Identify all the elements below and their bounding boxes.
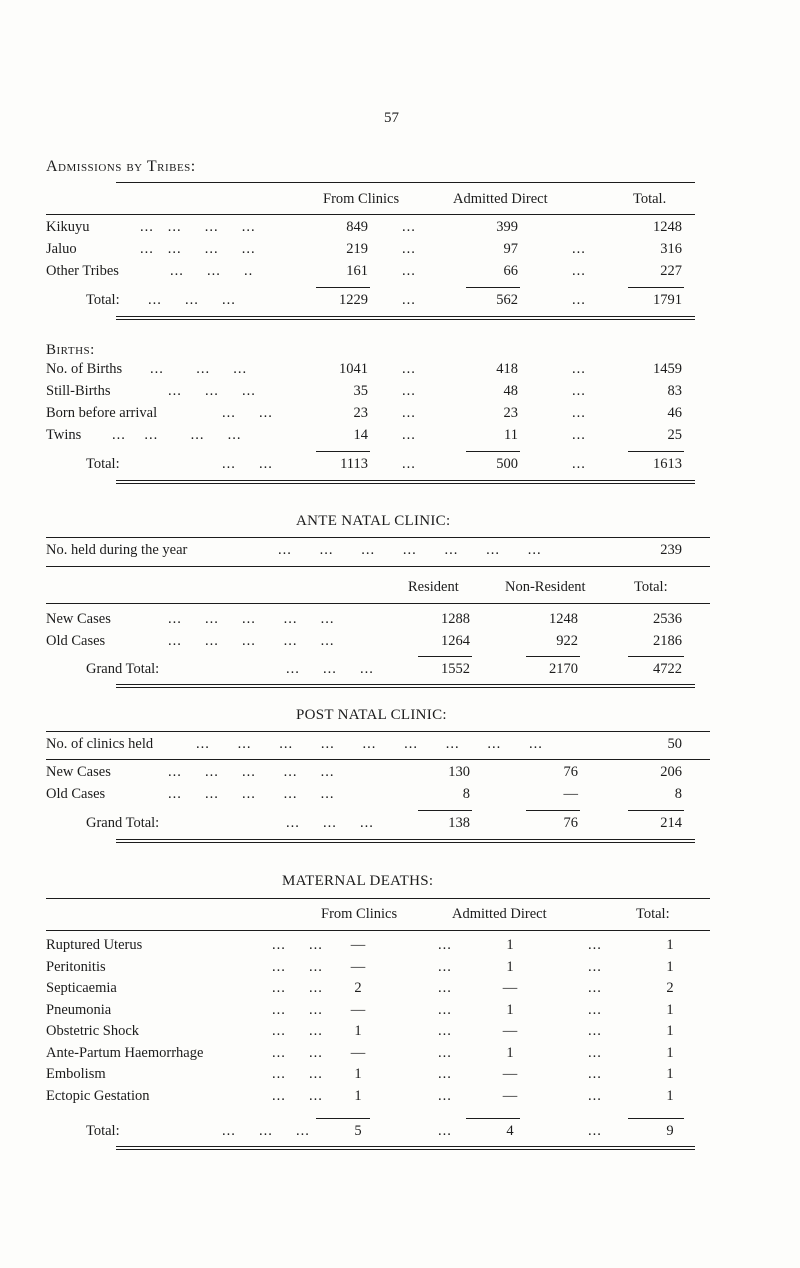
held-label: No. of clinics held — [46, 736, 154, 752]
cell-admitted-direct: 97 — [503, 241, 518, 257]
rule — [628, 1118, 684, 1119]
cell-admitted-direct: 562 — [496, 292, 518, 308]
cell-from-clinics: 1041 — [339, 361, 368, 377]
leader-dots: ... ... ... ... ... — [168, 633, 335, 649]
ante-natal-title: ANTE NATAL CLINIC: — [296, 513, 451, 529]
cell-from-clinics: 1 — [354, 1088, 362, 1104]
leader-dots: ... — [438, 959, 452, 975]
cell-total: 9 — [666, 1123, 674, 1139]
row-label: Kikuyu — [46, 219, 90, 235]
leader-dots: ... — [402, 219, 416, 235]
cell-total: 227 — [660, 263, 682, 279]
col-header-total: Total: — [636, 906, 670, 922]
rule — [628, 810, 684, 811]
col-header-from-clinics: From Clinics — [321, 906, 398, 922]
leader-dots: ... — [402, 361, 416, 377]
row-label: Old Cases — [46, 786, 106, 802]
col-header-from-clinics: From Clinics — [323, 191, 400, 207]
leader-dots: ... — [588, 1088, 602, 1104]
rule — [418, 810, 472, 811]
cell-non-resident: 2170 — [549, 661, 578, 677]
leader-dots: ... — [438, 1023, 452, 1039]
leader-dots: ... — [572, 361, 586, 377]
leader-dots: ... ... ... — [168, 383, 256, 399]
leader-dots: ... ... — [272, 980, 323, 996]
cell-from-clinics: 2 — [354, 980, 362, 996]
cell-total: 214 — [660, 815, 682, 831]
row-label: Jaluo — [46, 241, 77, 257]
row-label: Embolism — [46, 1066, 106, 1082]
cell-total: 206 — [660, 764, 682, 780]
post-natal-title: POST NATAL CLINIC: — [296, 707, 447, 723]
leader-dots: ... — [438, 937, 452, 953]
cell-admitted-direct: 23 — [503, 405, 518, 421]
col-header-admitted-direct: Admitted Direct — [453, 191, 548, 207]
leader-dots: ... ... .. — [170, 263, 254, 279]
leader-dots: ... ... ... ... ... — [168, 611, 335, 627]
cell-total: 316 — [660, 241, 682, 257]
leader-dots: ... — [572, 263, 586, 279]
double-rule — [116, 480, 695, 484]
leader-dots: ... — [572, 456, 586, 472]
total-label: Total: — [86, 456, 120, 472]
leader-dots: ... ... ... ... ... — [168, 786, 335, 802]
row-label: Peritonitis — [46, 959, 106, 975]
rule — [466, 1118, 520, 1119]
cell-admitted-direct: — — [502, 1023, 518, 1039]
rule — [46, 731, 710, 732]
rule — [316, 287, 370, 288]
cell-admitted-direct: 1 — [506, 1002, 514, 1018]
cell-admitted-direct: — — [502, 1088, 518, 1104]
leader-dots: ... ... — [272, 1045, 323, 1061]
leader-dots: ... — [438, 1002, 452, 1018]
cell-from-clinics: 849 — [346, 219, 368, 235]
row-label: Twins — [46, 427, 82, 443]
total-label: Total: — [86, 292, 120, 308]
rule — [46, 566, 710, 567]
leader-dots: ... — [588, 1002, 602, 1018]
leader-dots: ... ... ... — [286, 815, 374, 831]
cell-total: 1613 — [653, 456, 682, 472]
cell-from-clinics: 23 — [353, 405, 368, 421]
held-value: 50 — [667, 736, 682, 752]
cell-total: 1 — [666, 937, 674, 953]
leader-dots: ... — [438, 1123, 452, 1139]
leader-dots: ... ... ... ... ... — [168, 764, 335, 780]
cell-resident: 1552 — [441, 661, 470, 677]
leader-dots: ... ... ... ... — [140, 241, 256, 257]
double-rule — [116, 1146, 695, 1150]
rule — [628, 287, 684, 288]
leader-dots: ... — [438, 1066, 452, 1082]
leader-dots: ... ... — [222, 456, 273, 472]
row-label: Still-Births — [46, 383, 111, 399]
leader-dots: ... — [438, 980, 452, 996]
rule — [46, 537, 710, 538]
rule — [628, 656, 684, 657]
cell-resident: 130 — [448, 764, 470, 780]
cell-from-clinics: 35 — [353, 383, 368, 399]
cell-total: 1 — [666, 959, 674, 975]
cell-admitted-direct: 1 — [506, 1045, 514, 1061]
rule — [418, 656, 472, 657]
rule — [316, 1118, 370, 1119]
cell-from-clinics: 219 — [346, 241, 368, 257]
rule — [526, 810, 580, 811]
leader-dots: ... — [588, 980, 602, 996]
rule — [46, 898, 710, 899]
cell-admitted-direct: 4 — [506, 1123, 514, 1139]
cell-non-resident: 76 — [563, 815, 578, 831]
leader-dots: ... ... ... ... — [112, 427, 242, 443]
cell-total: 25 — [667, 427, 682, 443]
leader-dots: ... ... ... — [286, 661, 374, 677]
rule — [526, 656, 580, 657]
cell-resident: 1288 — [441, 611, 470, 627]
cell-total: 8 — [674, 786, 682, 802]
maternal-deaths-title: MATERNAL DEATHS: — [282, 873, 434, 889]
cell-from-clinics: 1113 — [340, 456, 368, 472]
page-number: 57 — [384, 110, 399, 126]
leader-dots: ... ... — [222, 405, 273, 421]
leader-dots: ... — [588, 937, 602, 953]
total-label: Grand Total: — [86, 815, 160, 831]
col-header-resident: Resident — [408, 579, 459, 595]
cell-from-clinics: 1 — [354, 1066, 362, 1082]
leader-dots: ... — [572, 427, 586, 443]
cell-total: 1 — [666, 1002, 674, 1018]
leader-dots: ... — [572, 405, 586, 421]
held-label: No. held during the year — [46, 542, 188, 558]
row-label: Born before arrival — [46, 405, 158, 421]
cell-resident: 8 — [462, 786, 470, 802]
row-label: Other Tribes — [46, 263, 119, 279]
cell-resident: 1264 — [441, 633, 470, 649]
leader-dots: ... ... — [272, 937, 323, 953]
leader-dots: ... ... ... ... — [140, 219, 256, 235]
cell-total: 46 — [667, 405, 682, 421]
rule — [316, 451, 370, 452]
cell-admitted-direct: 500 — [496, 456, 518, 472]
total-label: Total: — [86, 1123, 120, 1139]
leader-dots: ... ... ... — [222, 1123, 310, 1139]
leader-dots: ... — [402, 383, 416, 399]
cell-admitted-direct: 48 — [503, 383, 518, 399]
leader-dots: ... ... — [272, 1066, 323, 1082]
col-header-non-resident: Non-Resident — [505, 579, 586, 595]
leader-dots: ... — [402, 405, 416, 421]
leader-dots: ... ... ... ... ... ... ... — [278, 542, 542, 558]
rule — [628, 451, 684, 452]
cell-total: 1 — [666, 1088, 674, 1104]
leader-dots: ... — [438, 1045, 452, 1061]
leader-dots: ... — [588, 1123, 602, 1139]
leader-dots: ... — [402, 427, 416, 443]
col-header-total: Total. — [633, 191, 667, 207]
leader-dots: ... — [438, 1088, 452, 1104]
double-rule — [116, 684, 695, 688]
row-label: Obstetric Shock — [46, 1023, 140, 1039]
leader-dots: ... — [402, 456, 416, 472]
rule — [46, 603, 710, 604]
leader-dots: ... — [588, 1023, 602, 1039]
cell-total: 2186 — [653, 633, 682, 649]
row-label: Ante-Partum Haemorrhage — [46, 1045, 204, 1061]
cell-non-resident: 922 — [556, 633, 578, 649]
rule — [466, 451, 520, 452]
cell-non-resident: 1248 — [549, 611, 578, 627]
leader-dots: ... ... — [272, 1088, 323, 1104]
row-label: Ectopic Gestation — [46, 1088, 150, 1104]
row-label: Pneumonia — [46, 1002, 112, 1018]
leader-dots: ... ... ... — [148, 292, 236, 308]
leader-dots: ... — [588, 959, 602, 975]
leader-dots: ... — [402, 241, 416, 257]
leader-dots: ... — [402, 263, 416, 279]
cell-from-clinics: 1229 — [339, 292, 368, 308]
col-header-total: Total: — [634, 579, 668, 595]
cell-admitted-direct: 66 — [503, 263, 518, 279]
row-label: Old Cases — [46, 633, 106, 649]
leader-dots: ... ... — [272, 959, 323, 975]
leader-dots: ... — [402, 292, 416, 308]
leader-dots: ... — [572, 292, 586, 308]
cell-total: 1 — [666, 1045, 674, 1061]
cell-from-clinics: 1 — [354, 1023, 362, 1039]
rule — [46, 930, 710, 931]
col-header-admitted-direct: Admitted Direct — [452, 906, 547, 922]
cell-admitted-direct: 11 — [504, 427, 518, 443]
leader-dots: ... — [572, 383, 586, 399]
rule — [46, 214, 695, 215]
cell-total: 4722 — [653, 661, 682, 677]
row-label: New Cases — [46, 764, 111, 780]
cell-from-clinics: 5 — [354, 1123, 362, 1139]
cell-from-clinics: — — [350, 937, 366, 953]
row-label: No. of Births — [46, 361, 123, 377]
leader-dots: ... ... ... ... ... ... ... ... ... — [196, 736, 543, 752]
leader-dots: ... ... ... — [150, 361, 248, 377]
cell-admitted-direct: 1 — [506, 937, 514, 953]
cell-total: 1459 — [653, 361, 682, 377]
cell-from-clinics: — — [350, 1002, 366, 1018]
cell-total: 1791 — [653, 292, 682, 308]
cell-total: 83 — [667, 383, 682, 399]
double-rule — [116, 316, 695, 320]
row-label: Septicaemia — [46, 980, 117, 996]
held-value: 239 — [660, 542, 682, 558]
cell-total: 2536 — [653, 611, 682, 627]
births-title: Births: — [46, 342, 95, 358]
cell-from-clinics: — — [350, 1045, 366, 1061]
cell-resident: 138 — [448, 815, 470, 831]
cell-total: 2 — [666, 980, 674, 996]
rule — [116, 182, 695, 183]
rule — [46, 759, 710, 760]
cell-admitted-direct: 418 — [496, 361, 518, 377]
cell-total: 1248 — [653, 219, 682, 235]
rule — [466, 287, 520, 288]
cell-from-clinics: 14 — [353, 427, 368, 443]
total-label: Grand Total: — [86, 661, 160, 677]
cell-from-clinics: — — [350, 959, 366, 975]
cell-admitted-direct: 1 — [506, 959, 514, 975]
cell-admitted-direct: — — [502, 1066, 518, 1082]
leader-dots: ... — [588, 1066, 602, 1082]
leader-dots: ... — [572, 241, 586, 257]
cell-non-resident: 76 — [563, 764, 578, 780]
cell-from-clinics: 161 — [346, 263, 368, 279]
cell-admitted-direct: — — [502, 980, 518, 996]
cell-total: 1 — [666, 1066, 674, 1082]
row-label: Ruptured Uterus — [46, 937, 143, 953]
double-rule — [116, 839, 695, 843]
admissions-title: Admissions by Tribes: — [46, 158, 196, 175]
cell-total: 1 — [666, 1023, 674, 1039]
leader-dots: ... ... — [272, 1002, 323, 1018]
leader-dots: ... ... — [272, 1023, 323, 1039]
cell-admitted-direct: 399 — [496, 219, 518, 235]
cell-non-resident: — — [563, 786, 578, 802]
row-label: New Cases — [46, 611, 111, 627]
leader-dots: ... — [588, 1045, 602, 1061]
